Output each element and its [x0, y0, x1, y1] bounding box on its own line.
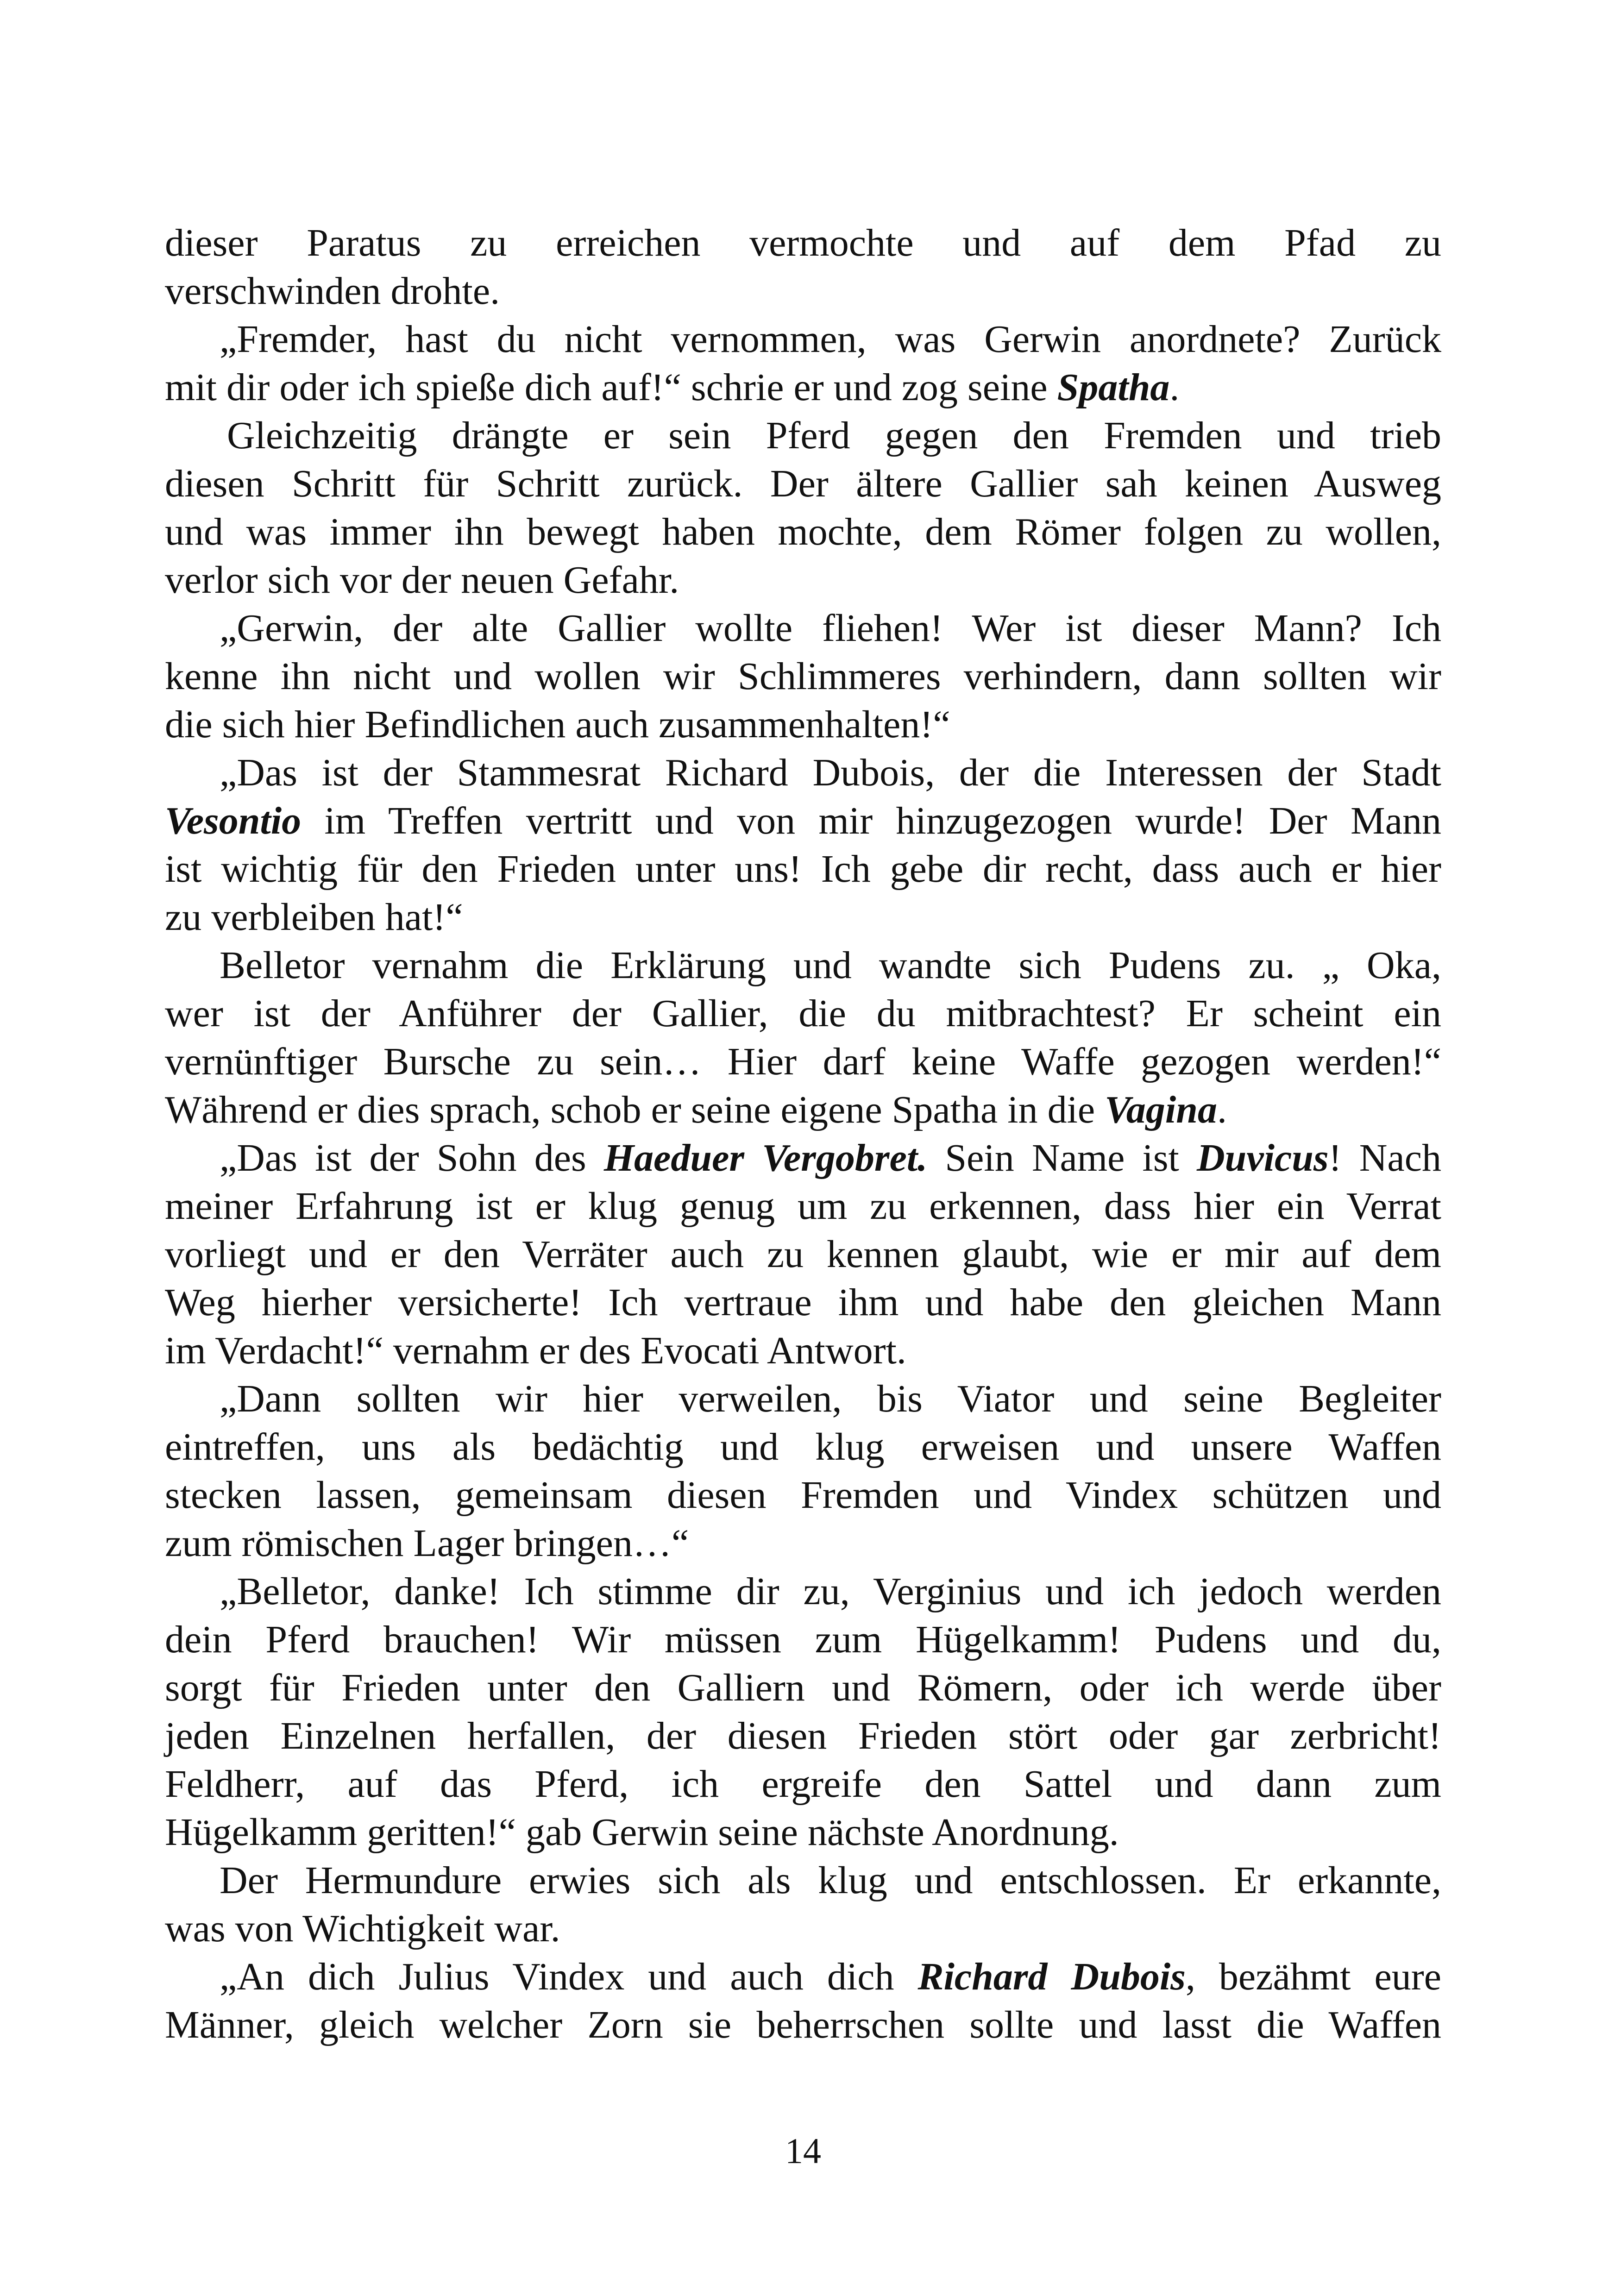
text-segment: „Belletor, danke! Ich stimme dir zu, Verginius und ich jedoch werden [220, 1570, 1441, 1613]
text-line [165, 2001, 1441, 2049]
text-segment: stecken lassen, gemeinsam diesen Fremden und Vindex schützen und [165, 1474, 1441, 1517]
text-line [165, 267, 1441, 315]
text-segment: „Gerwin, der alte Gallier wollte fliehen! Wer ist dieser Mann? Ich [220, 607, 1441, 650]
text-line [165, 508, 1441, 556]
text-segment: zu verbleiben hat!“ [165, 896, 463, 939]
text-line [165, 1423, 1441, 1471]
text-line [165, 1519, 1441, 1568]
text-segment: diesen Schritt für Schritt zurück. Der ältere Gallier sah keinen Ausweg [165, 462, 1441, 505]
text-line [165, 219, 1441, 267]
text-line [165, 1808, 1441, 1857]
text-segment: vorliegt und er den Verräter auch zu kennen glaubt, wie er mir auf dem [165, 1233, 1441, 1276]
text-segment: „Das ist der Stammesrat Richard Dubois, der die Interessen der Stadt [220, 751, 1441, 794]
text-line [165, 749, 1441, 797]
text-line [165, 893, 1441, 941]
text-line [165, 797, 1441, 845]
text-segment: ! Nach [1328, 1136, 1442, 1179]
text-line [165, 1182, 1441, 1230]
text-line [165, 1568, 1441, 1616]
text-segment: . [1169, 366, 1180, 409]
text-segment: kenne ihn nicht und wollen wir Schlimmeres verhindern, dann sollten wir [165, 655, 1441, 698]
paragraph [165, 1953, 1441, 2049]
text-line [165, 652, 1441, 701]
text-line [165, 1038, 1441, 1086]
text-segment: Der Hermundure erwies sich als klug und entschlossen. Er erkannte, [220, 1859, 1441, 1902]
text-segment: eintreffen, uns als bedächtig und klug erweisen und unsere Waffen [165, 1425, 1441, 1468]
emphasized-term: Vagina [1105, 1088, 1217, 1131]
text-segment: zum römischen Lager bringen…“ [165, 1522, 689, 1565]
paragraph [165, 315, 1441, 412]
text-segment: Feldherr, auf das Pferd, ich ergreife den Sattel und dann zum [165, 1763, 1441, 1806]
text-line [165, 1857, 1441, 1905]
text-line [165, 1616, 1441, 1664]
emphasized-term: Haeduer Vergobret. [603, 1136, 928, 1179]
text-segment: meiner Erfahrung ist er klug genug um zu erkennen, dass hier ein Verrat [165, 1185, 1441, 1228]
text-segment: mit dir oder ich spieße dich auf!“ schrie er und zog seine [165, 366, 1057, 409]
text-line [165, 1230, 1441, 1279]
text-segment: Während er dies sprach, schob er seine eigene Spatha in die [165, 1088, 1105, 1131]
text-line [165, 1086, 1441, 1134]
text-segment: „An dich Julius Vindex und auch dich [220, 1955, 918, 1998]
text-line [165, 1953, 1441, 2001]
text-line [165, 1279, 1441, 1327]
paragraph [165, 1134, 1441, 1375]
text-segment: im Verdacht!“ vernahm er des Evocati Antwort. [165, 1329, 906, 1372]
text-line [165, 315, 1441, 364]
emphasized-term: Vesontio [165, 799, 302, 842]
text-segment: . [1217, 1088, 1227, 1131]
text-segment: sorgt für Frieden unter den Galliern und Römern, oder ich werde über [165, 1666, 1441, 1709]
text-segment: dein Pferd brauchen! Wir müssen zum Hügelkamm! Pudens und du, [165, 1618, 1441, 1661]
paragraph [165, 1375, 1441, 1568]
text-line [165, 990, 1441, 1038]
paragraph [165, 941, 1441, 1134]
text-line [165, 701, 1441, 749]
text-segment: was von Wichtigkeit war. [165, 1907, 560, 1950]
text-line [165, 941, 1441, 990]
text-line [165, 1712, 1441, 1760]
text-line [165, 1327, 1441, 1375]
paragraph [165, 219, 1441, 315]
paragraph [165, 412, 1441, 604]
paragraph [165, 1857, 1441, 1953]
text-line [165, 1760, 1441, 1808]
text-line [165, 1905, 1441, 1953]
text-segment: vernünftiger Bursche zu sein… Hier darf keine Waffe gezogen werden!“ [165, 1040, 1441, 1083]
text-line [165, 604, 1441, 652]
text-segment: und was immer ihn bewegt haben mochte, dem Römer folgen zu wollen, [165, 510, 1441, 553]
text-segment: , bezähmt eure [1185, 1955, 1441, 1998]
paragraph [165, 604, 1441, 749]
text-line [165, 412, 1441, 460]
text-segment: Gleichzeitig drängte er sein Pferd gegen den Fremden und trieb [227, 414, 1441, 457]
text-segment: Hügelkamm geritten!“ gab Gerwin seine nächste Anordnung. [165, 1811, 1119, 1854]
text-segment: verlor sich vor der neuen Gefahr. [165, 558, 679, 602]
text-line [165, 460, 1441, 508]
text-segment: Männer, gleich welcher Zorn sie beherrschen sollte und lasst die Waffen [165, 2003, 1441, 2046]
text-segment: Sein Name ist [927, 1136, 1197, 1179]
text-line [165, 364, 1441, 412]
emphasized-term: Spatha [1057, 366, 1170, 409]
text-line [165, 1134, 1441, 1182]
text-segment: jeden Einzelnen herfallen, der diesen Frieden stört oder gar zerbricht! [165, 1714, 1441, 1757]
text-segment: verschwinden drohte. [165, 270, 500, 313]
page-number: 14 [785, 2131, 821, 2171]
text-line [165, 1375, 1441, 1423]
text-line [165, 1471, 1441, 1519]
text-segment: „Das ist der Sohn des [220, 1136, 604, 1179]
text-segment: die sich hier Befindlichen auch zusammenhalten!“ [165, 703, 950, 746]
emphasized-term: Richard Dubois [917, 1955, 1186, 1998]
paragraph [165, 749, 1441, 941]
text-line [165, 1664, 1441, 1712]
text-segment: Belletor vernahm die Erklärung und wandte sich Pudens zu. „ Oka, [220, 944, 1441, 987]
text-segment: dieser Paratus zu erreichen vermochte und auf dem Pfad zu [165, 221, 1441, 264]
paragraph [165, 1568, 1441, 1857]
emphasized-term: Duvicus [1196, 1136, 1329, 1179]
text-segment: Weg hierher versicherte! Ich vertraue ihm und habe den gleichen Mann [165, 1281, 1441, 1324]
body-text [165, 219, 1441, 2049]
text-segment: ist wichtig für den Frieden unter uns! Ich gebe dir recht, dass auch er hier [165, 847, 1441, 891]
text-line [165, 845, 1441, 893]
text-segment: wer ist der Anführer der Gallier, die du mitbrachtest? Er scheint ein [165, 992, 1441, 1035]
text-segment: „Dann sollten wir hier verweilen, bis Viator und seine Begleiter [220, 1377, 1441, 1420]
text-segment: „Fremder, hast du nicht vernommen, was Gerwin anordnete? Zurück [220, 318, 1441, 361]
text-segment: im Treffen vertritt und von mir hinzugezogen wurde! Der Mann [301, 799, 1441, 842]
text-line [165, 556, 1441, 604]
